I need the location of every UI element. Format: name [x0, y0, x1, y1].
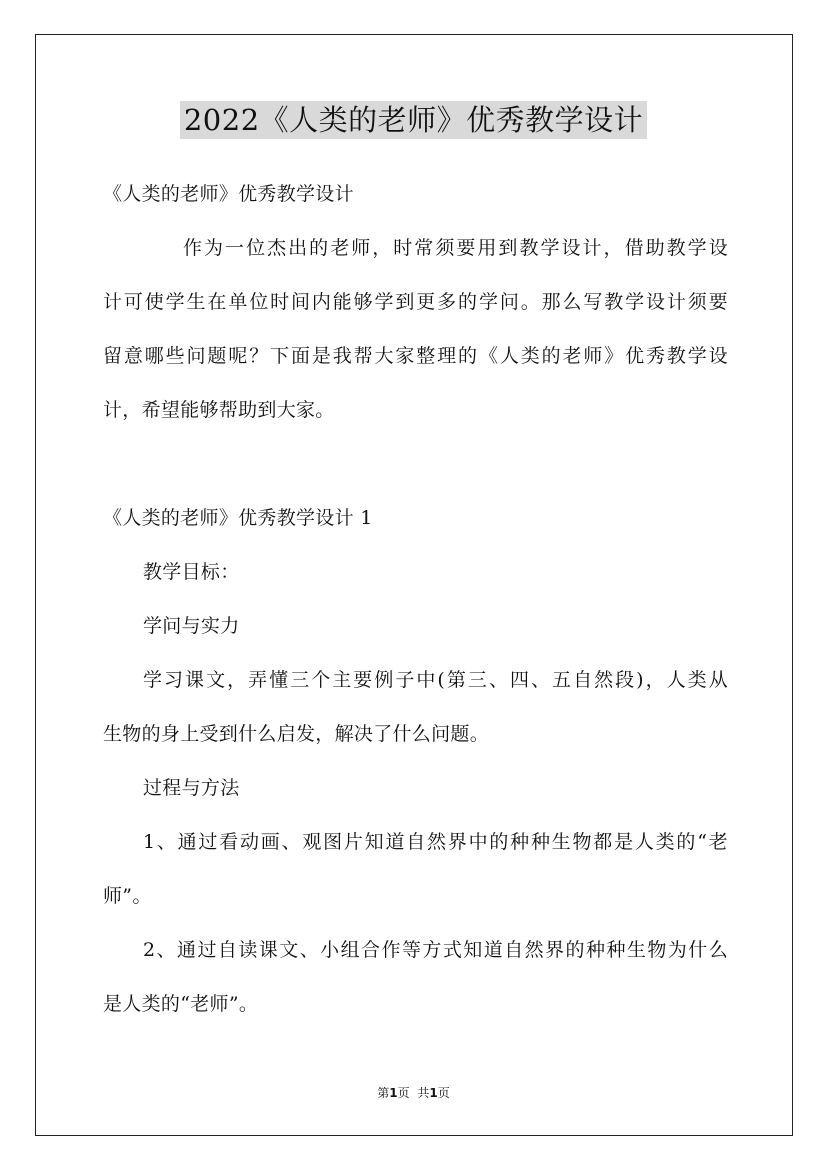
section-heading: 《人类的老师》优秀教学设计 1	[103, 507, 373, 529]
paragraph-line: 生物的身上受到什么启发，解决了什么问题。	[103, 723, 490, 745]
paragraph-line: 学问与实力	[143, 615, 240, 637]
footer-page-label: 第	[377, 1086, 390, 1100]
paragraph-line: 计，希望能够帮助到大家。	[103, 399, 335, 421]
paragraph-line: 留意哪些问题呢？下面是我帮大家整理的《人类的老师》优秀教学设	[103, 345, 728, 367]
footer-total-suffix: 页	[437, 1086, 450, 1100]
paragraph-line: 2、通过自读课文、小组合作等方式知道自然界的种种生物为什么	[143, 939, 728, 961]
paragraph-line: 是人类的“老师”。	[103, 993, 259, 1015]
footer-page-suffix: 页	[397, 1086, 410, 1100]
footer-total-number: 1	[429, 1086, 438, 1100]
paragraph-line: 1、通过看动画、观图片知道自然界中的种种生物都是人类的“老	[143, 831, 728, 853]
paragraph-line: 计可使学生在单位时间内能够学到更多的学问。那么写教学设计须要	[103, 291, 728, 313]
paragraph-line: 作为一位杰出的老师，时常须要用到教学设计，借助教学设	[183, 237, 728, 259]
footer-page-number: 1	[389, 1086, 398, 1100]
document-title	[0, 98, 827, 139]
footer-total-label: 共	[417, 1086, 430, 1100]
paragraph-line: 教学目标：	[143, 561, 240, 583]
paragraph-line: 过程与方法	[143, 777, 240, 799]
document-title-text: 2022《人类的老师》优秀教学设计	[180, 101, 647, 139]
paragraph-line: 学习课文，弄懂三个主要例子中(第三、四、五自然段)，人类从	[143, 669, 728, 691]
subtitle-line: 《人类的老师》优秀教学设计	[103, 183, 354, 205]
page-footer	[0, 1084, 827, 1101]
paragraph-line: 师”。	[103, 885, 152, 907]
